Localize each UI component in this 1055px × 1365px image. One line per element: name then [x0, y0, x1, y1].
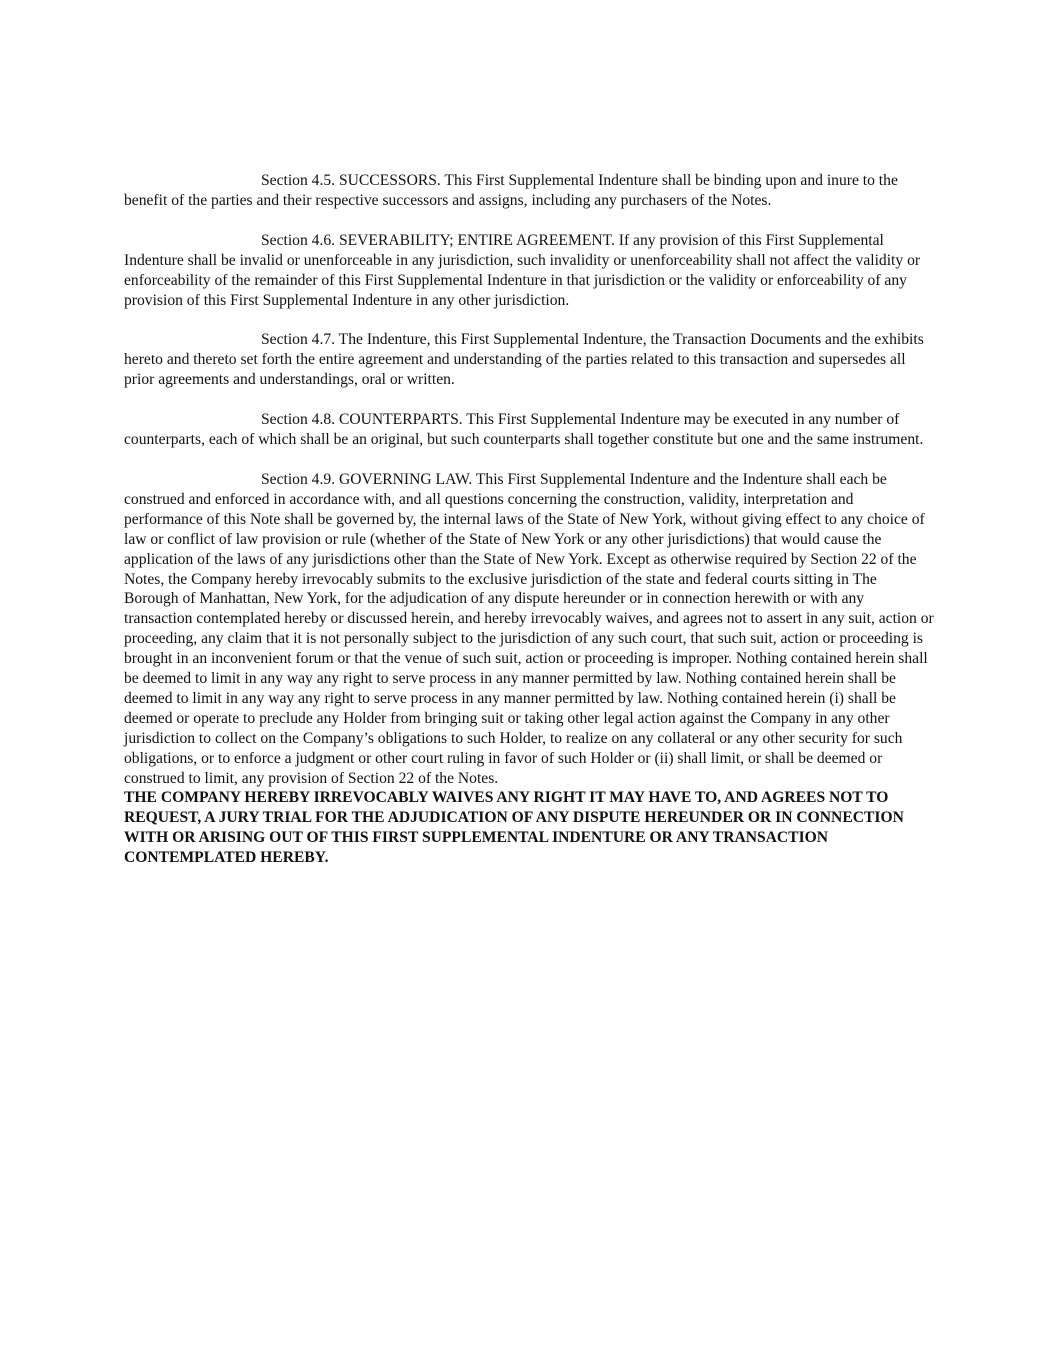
- section-4-6-paragraph: Section 4.6. SEVERABILITY; ENTIRE AGREEMENT. If any provision of this First Supplemental Indenture shall be invalid or unenforceable in any jurisdiction, such invalidity or unenforceability shall not affect the validity or enforceability of the remainder of this First Supplemental Indenture in that jurisdiction or the validity or enforceability of any provision of this First Supplemental Indenture in any other jurisdiction.: [124, 231, 921, 309]
- document-page: [124, 171, 934, 888]
- governing-law-text: Section 4.9. GOVERNING LAW. This First Supplemental Indenture and the Indenture shall each be construed and enforced in accordance with, and all questions concerning the construction, validity, interpretation and performance of this Note shall be governed by, the internal laws of the State of New York, without giving effect to any choice of law or conflict of law provision or rule (whether of the State of New York or any other jurisdictions) that would cause the application of the laws of any jurisdictions other than the State of New York. Except as otherwise required by Section 22 of the Notes, the Company hereby irrevocably submits to the exclusive jurisdiction of the state and federal courts sitting in The Borough of Manhattan, New York, for the adjudication of any dispute hereunder or in connection herewith or with any transaction contemplated hereby or discussed herein, and hereby irrevocably waives, and agrees not to assert in any suit, action or proceeding, any claim that it is not personally subject to the jurisdiction of any such court, that such suit, action or proceeding is brought in an inconvenient forum or that the venue of such suit, action or proceeding is improper. Nothing contained herein shall be deemed to limit in any way any right to serve process in any manner permitted by law. Nothing contained herein shall be deemed to limit in any way any right to serve process in any manner permitted by law. Nothing contained herein (i) shall be deemed or operate to preclude any Holder from bringing suit or taking other legal action against the Company in any other jurisdiction to collect on the Company’s obligations to such Holder, to realize on any collateral or any other security for such obligations, or to enforce a judgment or other court ruling in favor of such Holder or (ii) shall limit, or shall be deemed or construed to limit, any provision of Section 22 of the Notes.: [124, 470, 934, 787]
- jury-waiver-text: THE COMPANY HEREBY IRREVOCABLY WAIVES ANY RIGHT IT MAY HAVE TO, AND AGREES NOT TO REQUEST, A JURY TRIAL FOR THE ADJUDICATION OF ANY DISPUTE HEREUNDER OR IN CONNECTION WITH OR ARISING OUT OF THIS FIRST SUPPLEMENTAL INDENTURE OR ANY TRANSACTION CONTEMPLATED HEREBY.: [124, 789, 904, 867]
- section-4-7-paragraph: Section 4.7. The Indenture, this First Supplemental Indenture, the Transaction Documents and the exhibits hereto and thereto set forth the entire agreement and understanding of the parties related to this transaction and supersedes all prior agreements and understandings, oral or written.: [124, 331, 924, 389]
- section-4-5-paragraph: Section 4.5. SUCCESSORS. This First Supplemental Indenture shall be binding upon and inure to the benefit of the parties and their respective successors and assigns, including any purchasers of the Notes.: [124, 172, 898, 209]
- section-4-9-paragraph: [124, 470, 934, 868]
- section-4-8-paragraph: Section 4.8. COUNTERPARTS. This First Supplemental Indenture may be executed in any number of counterparts, each of which shall be an original, but such counterparts shall together constitute but one and the same instrument.: [124, 411, 924, 449]
